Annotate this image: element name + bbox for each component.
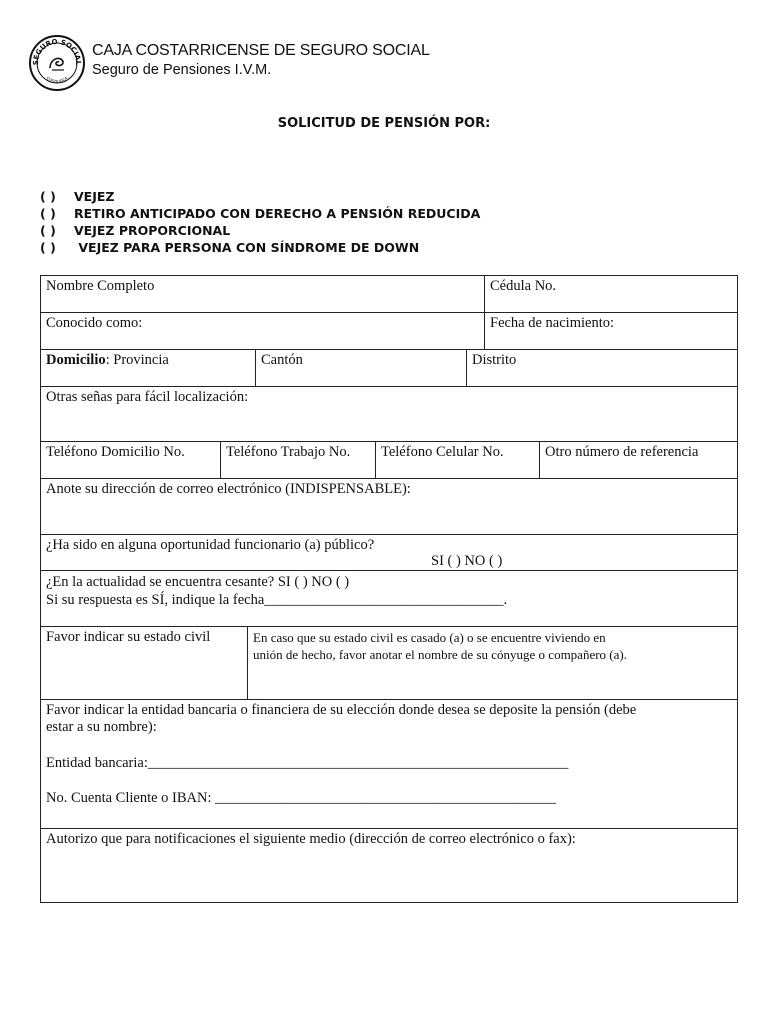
row-banco <box>41 700 737 829</box>
cesante-question: ¿En la actualidad se encuentra cesante? SI ( ) NO ( ) <box>46 574 350 590</box>
logo-text-bottom: COSTA RICA <box>45 75 69 85</box>
cesante-fecha[interactable]: Si su respuesta es SÍ, indique la fecha_________________________________. <box>46 592 508 608</box>
field-cesante[interactable] <box>41 571 737 626</box>
banco-instruction-2: estar a su nombre): <box>46 719 157 735</box>
field-tel-trabajo[interactable] <box>220 442 375 478</box>
pension-type-options <box>40 188 480 256</box>
field-conocido-como[interactable] <box>41 313 484 349</box>
option-label: RETIRO ANTICIPADO CON DERECHO A PENSIÓN REDUCIDA <box>74 206 481 221</box>
row-domicilio <box>41 350 737 387</box>
funcionario-question: ¿Ha sido en alguna oportunidad funcionario (a) público? <box>46 537 375 553</box>
organization-subtitle: Seguro de Pensiones I.V.M. <box>92 62 272 78</box>
row-nombre <box>41 276 737 313</box>
field-label: Nombre Completo <box>46 278 155 294</box>
row-telefonos <box>41 442 737 479</box>
document-title: SOLICITUD DE PENSIÓN POR: <box>277 116 491 131</box>
logo-text-top: SEGURO SOCIAL <box>31 37 83 66</box>
application-form <box>40 275 738 903</box>
field-canton[interactable] <box>255 350 466 386</box>
field-label: Otro número de referencia <box>545 444 699 460</box>
field-label: Anote su dirección de correo electrónico (INDISPENSABLE): <box>46 481 411 497</box>
field-banco[interactable] <box>41 700 737 828</box>
field-tel-otro[interactable] <box>539 442 737 478</box>
row-estado-civil <box>41 627 737 700</box>
field-label: Teléfono Celular No. <box>381 444 504 460</box>
field-autorizo[interactable] <box>41 829 737 902</box>
banco-instruction-1: Favor indicar la entidad bancaria o financiera de su elección donde desea se deposite la pensión (debe <box>46 702 637 718</box>
field-estado-civil[interactable] <box>41 627 247 699</box>
svg-text:COSTA RICA <box>45 75 68 84</box>
field-label: Cantón <box>261 352 303 368</box>
field-label: Cédula No. <box>490 278 557 294</box>
row-cesante <box>41 571 737 627</box>
field-label: Teléfono Trabajo No. <box>226 444 351 460</box>
field-label: Autorizo que para notificaciones el siguiente medio (dirección de correo electrónico o fax): <box>46 831 576 847</box>
option-checkbox[interactable]: ( ) <box>40 189 56 204</box>
option-retiro-anticipado[interactable] <box>40 205 480 222</box>
option-label: VEJEZ <box>74 189 115 204</box>
option-checkbox[interactable]: ( ) <box>40 240 56 255</box>
option-label: VEJEZ PARA PERSONA CON SÍNDROME DE DOWN <box>74 240 420 255</box>
field-label: Teléfono Domicilio No. <box>46 444 185 460</box>
option-vejez-down[interactable] <box>40 239 480 256</box>
funcionario-si-no[interactable]: SI ( ) NO ( ) <box>431 553 503 569</box>
field-label: Distrito <box>472 352 517 368</box>
field-conyuge[interactable] <box>247 627 737 699</box>
conyuge-instruction-1: En caso que su estado civil es casado (a) o se encuentre viviendo en <box>253 630 606 645</box>
field-funcionario[interactable] <box>41 535 737 570</box>
field-distrito[interactable] <box>466 350 737 386</box>
field-correo[interactable] <box>41 479 737 534</box>
row-otras-senas <box>41 387 737 442</box>
field-cedula[interactable] <box>484 276 737 312</box>
row-correo <box>41 479 737 535</box>
option-checkbox[interactable]: ( ) <box>40 206 56 221</box>
row-autorizo <box>41 829 737 902</box>
conyuge-instruction-2: unión de hecho, favor anotar el nombre de su cónyuge o compañero (a). <box>253 647 627 662</box>
option-vejez-proporcional[interactable] <box>40 222 480 239</box>
field-otras-senas[interactable] <box>41 387 737 441</box>
field-label: Otras señas para fácil localización: <box>46 389 249 405</box>
row-funcionario <box>41 535 737 571</box>
field-nombre-completo[interactable] <box>41 276 484 312</box>
organization-name: CAJA COSTARRICENSE DE SEGURO SOCIAL <box>92 42 430 59</box>
field-tel-celular[interactable] <box>375 442 539 478</box>
cuenta-iban[interactable]: No. Cuenta Cliente o IBAN: _______________________________________________ <box>46 790 556 806</box>
provincia-label: : Provincia <box>105 352 169 368</box>
domicilio-label: Domicilio <box>46 352 106 368</box>
field-label: Favor indicar su estado civil <box>46 629 211 645</box>
field-tel-domicilio[interactable] <box>41 442 220 478</box>
field-label: Fecha de nacimiento: <box>490 315 615 331</box>
option-label: VEJEZ PROPORCIONAL <box>74 223 231 238</box>
option-vejez[interactable] <box>40 188 480 205</box>
entidad-bancaria[interactable]: Entidad bancaria:__________________________________________________________ <box>46 755 569 771</box>
field-label: Conocido como: <box>46 315 143 331</box>
field-fecha-nacimiento[interactable] <box>484 313 737 349</box>
field-provincia[interactable] <box>41 350 255 386</box>
option-checkbox[interactable]: ( ) <box>40 223 56 238</box>
seguro-social-logo <box>28 34 86 92</box>
row-conocido <box>41 313 737 350</box>
